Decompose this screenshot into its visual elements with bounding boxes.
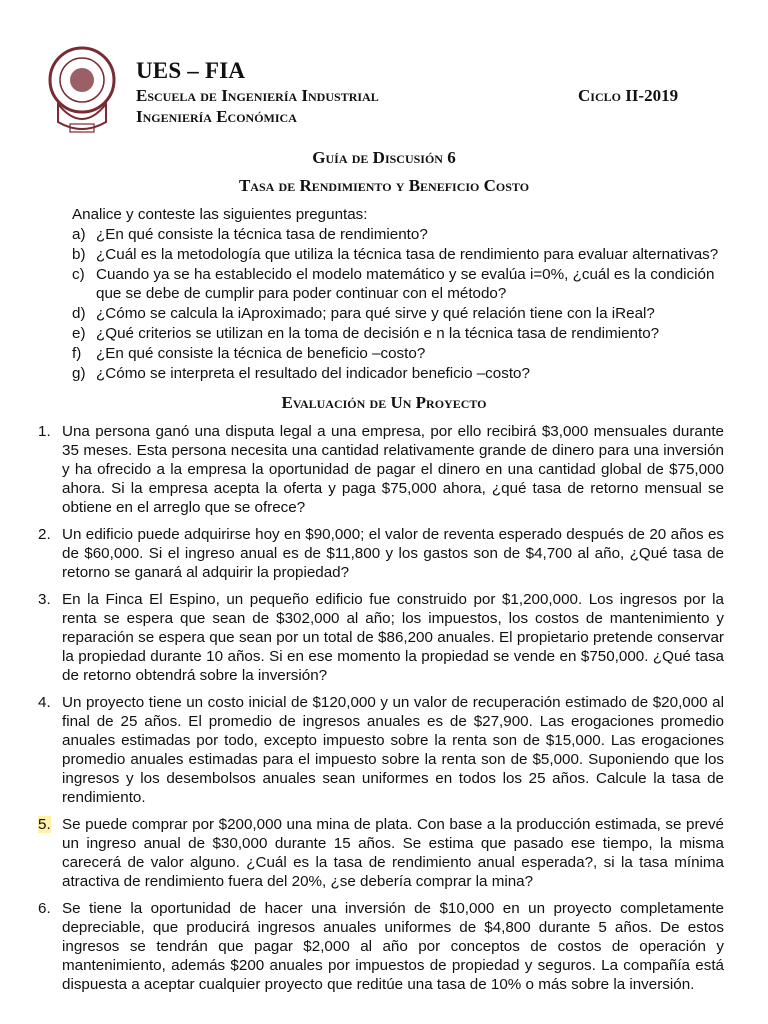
org-title: UES – FIA [136, 58, 246, 83]
question-item [72, 344, 724, 364]
subject-name: Ingeniería Económica [136, 107, 297, 126]
question-item [72, 225, 724, 245]
guide-title: Guía de Discusión 6 [312, 148, 456, 167]
problem-text: Un edificio puede adquirirse hoy en $90,000; el valor de reventa esperado después de 20 años es de $60,000. Si el ingreso anual es de $11,800 y los gastos son de $4,700 al año, ¿Qué tasa de retorno se ganará al adquirir la propiedad? [62, 526, 724, 581]
question-item [72, 304, 724, 324]
cycle-label: Ciclo II-2019 [578, 86, 679, 105]
question-label: b) [72, 245, 86, 263]
problem-number: 3. [38, 591, 51, 608]
problem-number-highlighted [38, 815, 62, 891]
school-name: Escuela de Ingeniería Industrial [136, 86, 379, 105]
question-label: g) [72, 364, 86, 382]
topic-title: Tasa de Rendimiento y Beneficio Costo [238, 176, 530, 195]
problems-list [0, 422, 768, 1002]
question-item [72, 245, 724, 265]
problem-text: Se puede comprar por $200,000 una mina de plata. Con base a la producción estimada, se prevé un ingreso anual de $30,000 durante 15 años. Se estima que pasado ese tiempo, la misma carecerá de valor alguno. ¿Cuál es la tasa de rendimiento anual esperada?, si la tasa mínima atractiva de rendimiento fuera del 20%, ¿se debería comprar la mina? [62, 816, 724, 890]
question-text: ¿Cuál es la metodología que utiliza la técnica tasa de rendimiento para evaluar alternativas? [96, 245, 719, 263]
problem-text: Un proyecto tiene un costo inicial de $120,000 y un valor de recuperación estimado de $20,000 al final de 25 años. El promedio de ingresos anuales es de $27,900. Las erogaciones promedio anuales estimadas por todo, excepto impuesto sobre la renta son de $15,000. Las erogaciones promedio anuales estimadas para el impuesto sobre la renta son de $5,000. Suponiendo que los ingresos y los desembolsos anuales sean uniformes en todos los 25 años. Calcule la tasa de rendimiento. [62, 694, 724, 806]
question-item [72, 324, 724, 344]
problem-number: 4. [38, 694, 51, 711]
evaluation-title: Evaluación de Un Proyecto [281, 393, 487, 412]
question-label: c) [72, 265, 85, 283]
question-item [72, 364, 724, 384]
question-text: ¿Qué criterios se utilizan en la toma de decisión e n la técnica tasa de rendimiento? [96, 324, 660, 342]
question-label: a) [72, 226, 86, 243]
question-label: d) [72, 305, 86, 323]
problem-item [38, 815, 724, 891]
problem-item [38, 525, 724, 582]
problem-text: En la Finca El Espino, un pequeño edificio fue construido por $1,200,000. Los ingresos por la renta se espera que sean de $302,000 al año; los impuestos, los costos de mantenimiento y reparación se espera que sean por un total de $86,200 anuales. El propietario pretende conservar la propiedad durante 10 años. Si en ese momento la propiedad se vende en $750,000. ¿Qué tasa de retorno obtendrá sobre la inversión? [62, 591, 724, 684]
problem-number: 2. [38, 526, 51, 543]
question-label: f) [72, 344, 82, 362]
problem-text: Una persona ganó una disputa legal a una empresa, por ello recibirá $3,000 mensuales durante 35 meses. Esta persona necesita una cantidad relativamente grande de dinero para una inversión y ha ofrecido a la empresa la oportunidad de pagar el dinero en una cantidad global de $75,000 ahora. Si la empresa acepta la oferta y paga $75,000 ahora, ¿qué tasa de retorno mensual se obtiene en el arreglo que se ofrece? [62, 423, 724, 516]
problem-item [38, 693, 724, 807]
question-text: Cuando ya se ha establecido el modelo matemático y se evalúa i=0%, ¿cuál es la condición que se debe de cumplir para poder continuar con el método? [96, 265, 715, 303]
question-text: ¿Cómo se interpreta el resultado del indicador beneficio –costo? [96, 364, 530, 382]
problem-item [38, 422, 724, 517]
university-seal-logo [44, 46, 120, 140]
problem-text: Se tiene la oportunidad de hacer una inversión de $10,000 en un proyecto completamente depreciable, que producirá ingresos anuales uniformes de $4,800 durante 5 años. De estos ingresos se tendrán que pagar $2,000 al año por conceptos de costos de operación y mantenimiento, además $200 anuales por impuestos de propiedad y seguros. La compañía está dispuesta a aceptar cualquier proyecto que reditúe una tasa de 10% o más sobre la inversión. [62, 900, 724, 993]
problem-number: 1. [38, 423, 51, 440]
problem-number: 6. [38, 900, 51, 917]
problem-item [38, 899, 724, 994]
question-text: ¿En qué consiste la técnica de beneficio –costo? [96, 344, 426, 362]
questions-intro: Analice y conteste las siguientes preguntas: [72, 206, 368, 223]
questions-list [0, 225, 768, 383]
question-item [72, 265, 724, 305]
problem-item [38, 590, 724, 685]
question-text: ¿En qué consiste la técnica tasa de rendimiento? [96, 226, 428, 243]
problem-number-text: 5. [38, 816, 51, 833]
question-text: ¿Cómo se calcula la iAproximado; para qué sirve y qué relación tiene con la iReal? [96, 305, 655, 323]
question-label: e) [72, 324, 86, 342]
